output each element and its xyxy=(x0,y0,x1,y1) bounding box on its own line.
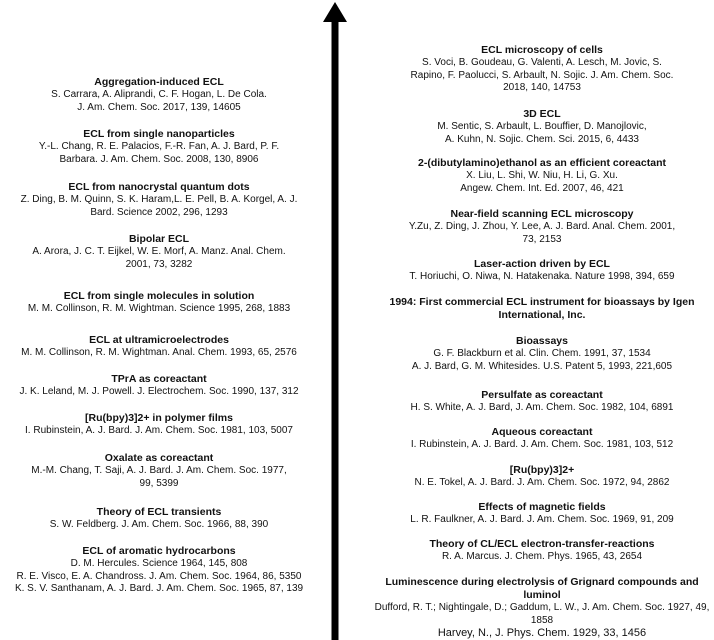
entry-reference: 99, 5399 xyxy=(139,477,179,489)
timeline-entry xyxy=(2,290,316,316)
timeline-entry xyxy=(2,545,316,596)
entry-title: ECL of aromatic hydrocarbons xyxy=(82,545,236,557)
timeline-entry xyxy=(370,389,714,415)
timeline-entry xyxy=(2,373,316,399)
entry-title: Laser-action driven by ECL xyxy=(474,258,610,270)
timeline-entry xyxy=(370,296,714,322)
timeline-entry xyxy=(370,538,714,564)
entry-title: [Ru(bpy)3]2+ in polymer films xyxy=(85,412,233,424)
entry-reference: M.-M. Chang, T. Saji, A. J. Bard. J. Am. Chem. Soc. 1977, xyxy=(31,465,287,476)
entry-reference: K. S. V. Santhanam, A. J. Bard. J. Am. Chem. Soc. 1965, 87, 139 xyxy=(14,583,304,594)
entry-title: ECL at ultramicroelectrodes xyxy=(89,334,229,346)
timeline-entry xyxy=(370,576,714,640)
entry-reference: S. Carrara, A. Aliprandi, C. F. Hogan, L. De Cola. xyxy=(51,89,267,100)
entry-reference: S. W. Feldberg. J. Am. Chem. Soc. 1966, 88, 390 xyxy=(49,519,269,530)
timeline-entry xyxy=(370,157,714,195)
entry-reference: M. Sentic, S. Arbault, L. Bouffier, D. Manojlovic, xyxy=(437,121,647,132)
timeline-arrowhead xyxy=(323,2,347,22)
timeline-entry xyxy=(2,181,316,219)
entry-reference: Y.Zu, Z. Ding, J. Zhou, Y. Lee, A. J. Bard. Anal. Chem. 2001, xyxy=(408,221,676,232)
entry-title: ECL from nanocrystal quantum dots xyxy=(68,181,250,193)
entry-reference: A. J. Bard, G. M. Whitesides. U.S. Patent 5, 1993, 221,605 xyxy=(411,360,673,372)
entry-reference: 2001, 73, 3282 xyxy=(125,258,193,270)
entry-title: TPrA as coreactant xyxy=(111,373,207,385)
entry-title: 1994: First commercial ECL instrument for bioassays by Igen International, Inc. xyxy=(389,296,695,321)
entry-title: Aggregation-induced ECL xyxy=(94,76,224,88)
entry-reference: Harvey, N., J. Phys. Chem. 1929, 33, 1456 xyxy=(437,627,647,639)
entry-title: Luminescence during electrolysis of Grignard compounds and luminol xyxy=(385,576,699,601)
entry-reference: S. Voci, B. Goudeau, G. Valenti, A. Lesch, M. Jovic, S. xyxy=(422,57,662,68)
entry-title: Oxalate as coreactant xyxy=(104,452,214,464)
entry-title: 2-(dibutylamino)ethanol as an efficient coreactant xyxy=(418,157,666,169)
entry-reference: L. R. Faulkner, A. J. Bard. J. Am. Chem. Soc. 1969, 91, 209 xyxy=(410,514,674,525)
entry-reference: D. M. Hercules. Science 1964, 145, 808 xyxy=(70,558,248,569)
entry-title: Theory of ECL transients xyxy=(96,506,222,518)
entry-reference: H. S. White, A. J. Bard, J. Am. Chem. Soc. 1982, 104, 6891 xyxy=(410,402,674,413)
entry-reference: N. E. Tokel, A. J. Bard. J. Am. Chem. Soc. 1972, 94, 2862 xyxy=(414,477,670,488)
entry-reference: I. Rubinstein, A. J. Bard. J. Am. Chem. Soc. 1981, 103, 512 xyxy=(410,439,674,450)
timeline-entry xyxy=(2,128,316,166)
entry-title: ECL microscopy of cells xyxy=(481,44,603,56)
entry-reference: Y.-L. Chang, R. E. Palacios, F.-R. Fan, A. J. Bard, P. F. xyxy=(38,141,280,152)
entry-reference: G. F. Blackburn et al. Clin. Chem. 1991, 37, 1534 xyxy=(433,348,651,359)
timeline-entry xyxy=(2,334,316,360)
entry-title: Theory of CL/ECL electron-transfer-reactions xyxy=(429,538,655,550)
entry-title: Effects of magnetic fields xyxy=(478,501,606,513)
entry-title: [Ru(bpy)3]2+ xyxy=(509,464,575,476)
entry-title: Near-field scanning ECL microscopy xyxy=(450,208,634,220)
entry-reference: R. A. Marcus. J. Chem. Phys. 1965, 43, 2654 xyxy=(441,551,643,562)
timeline-entry xyxy=(370,426,714,452)
entry-reference: I. Rubinstein, A. J. Bard. J. Am. Chem. Soc. 1981, 103, 5007 xyxy=(25,425,293,436)
timeline-entry xyxy=(370,335,714,373)
entry-reference: X. Liu, L. Shi, W. Niu, H. Li, G. Xu. xyxy=(466,170,618,181)
entry-title: Persulfate as coreactant xyxy=(481,389,603,401)
timeline-entry xyxy=(2,452,316,490)
timeline-entry xyxy=(2,412,316,438)
entry-title: ECL from single nanoparticles xyxy=(83,128,235,140)
timeline-entry xyxy=(370,108,714,146)
entry-reference: Dufford, R. T.; Nightingale, D.; Gaddum, L. W., J. Am. Chem. Soc. 1927, 49, 1858 xyxy=(374,602,710,626)
timeline-entry xyxy=(2,76,316,114)
entry-reference: 2018, 140, 14753 xyxy=(503,82,581,93)
entry-reference: 73, 2153 xyxy=(522,233,562,245)
entry-reference: Barbara. J. Am. Chem. Soc. 2008, 130, 8906 xyxy=(59,153,259,165)
entry-reference: Rapino, F. Paolucci, S. Arbault, N. Sojic. J. Am. Chem. Soc. xyxy=(410,69,674,81)
timeline-entry xyxy=(370,44,714,95)
entry-title: Bipolar ECL xyxy=(128,233,190,245)
entry-reference: M. M. Collinson, R. M. Wightman. Science 1995, 268, 1883 xyxy=(27,303,291,314)
timeline-entry xyxy=(2,506,316,532)
timeline-entry xyxy=(2,233,316,271)
entry-title: ECL from single molecules in solution xyxy=(63,290,255,302)
entry-title: Bioassays xyxy=(516,335,568,347)
entry-reference: A. Arora, J. C. T. Eijkel, W. E. Morf, A. Manz. Anal. Chem. xyxy=(32,246,286,257)
entry-reference: A. Kuhn, N. Sojic. Chem. Sci. 2015, 6, 4433 xyxy=(445,133,639,145)
entry-reference: Z. Ding, B. M. Quinn, S. K. Haram,L. E. Pell, B. A. Korgel, A. J. xyxy=(20,194,298,205)
entry-title: Aqueous coreactant xyxy=(491,426,593,438)
entry-reference: J. K. Leland, M. J. Powell. J. Electrochem. Soc. 1990, 137, 312 xyxy=(19,386,299,397)
timeline-entry xyxy=(370,464,714,490)
entry-reference: Angew. Chem. Int. Ed. 2007, 46, 421 xyxy=(460,182,624,194)
entry-title: 3D ECL xyxy=(523,108,561,120)
timeline-entry xyxy=(370,258,714,284)
entry-reference: M. M. Collinson, R. M. Wightman. Anal. Chem. 1993, 65, 2576 xyxy=(21,347,297,358)
timeline-entry xyxy=(370,501,714,527)
entry-reference: R. E. Visco, E. A. Chandross. J. Am. Chem. Soc. 1964, 86, 5350 xyxy=(16,570,302,582)
timeline-entry xyxy=(370,208,714,246)
entry-reference: Bard. Science 2002, 296, 1293 xyxy=(90,206,228,218)
entry-reference: T. Horiuchi, O. Niwa, N. Hatakenaka. Nature 1998, 394, 659 xyxy=(409,271,675,282)
entry-reference: J. Am. Chem. Soc. 2017, 139, 14605 xyxy=(77,101,241,113)
